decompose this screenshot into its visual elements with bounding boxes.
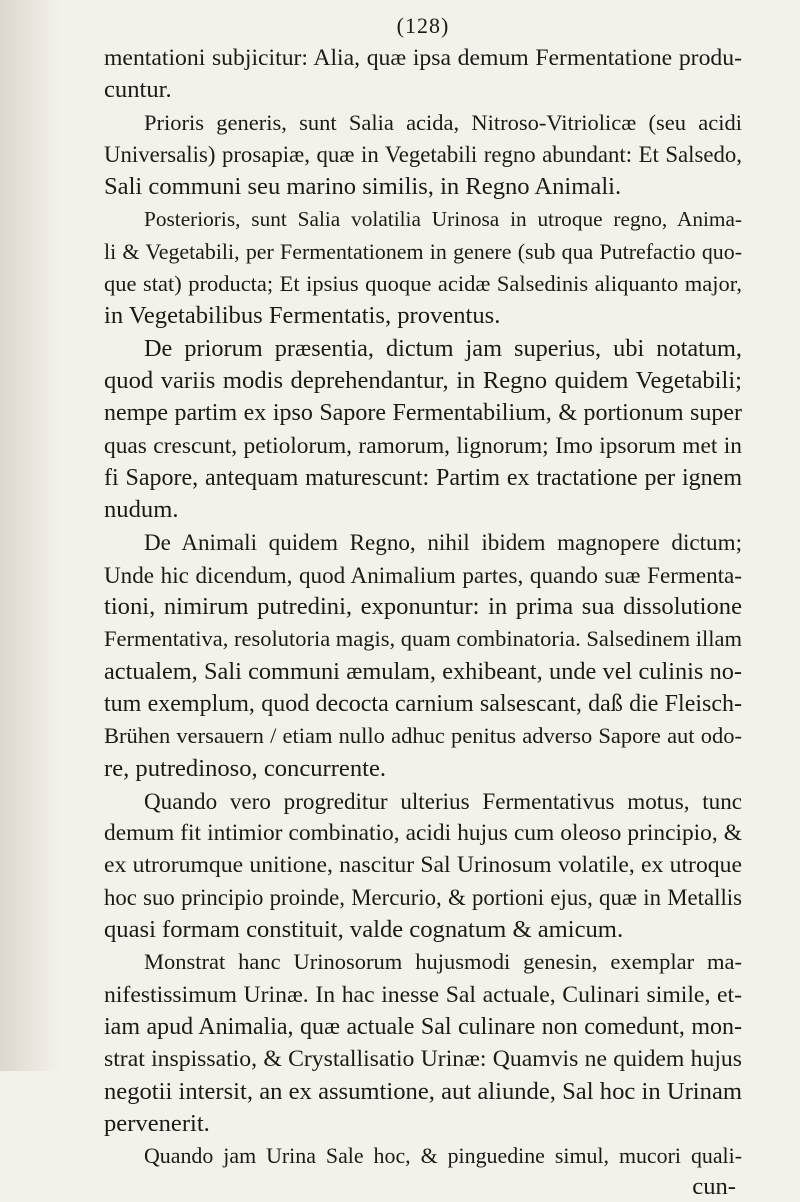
page-number: (128) — [396, 13, 450, 38]
text-line: li & Vegetabili, per Fermentationem in genere (sub qua Putrefactio quo- — [104, 238, 742, 264]
text-line: Brühen versauern / etiam nullo adhuc penitus adverso Sapore aut odo- — [104, 723, 742, 749]
text-line: Posterioris, sunt Salia volatilia Urinosa in utroque regno, Anima- — [144, 207, 742, 232]
text-line: nudum. — [104, 496, 179, 524]
text-line: Quando jam Urina Sale hoc, & pinguedine simul, mucori quali- — [144, 1143, 742, 1169]
text-line: nifestissimum Urinæ. In hac inesse Sal actuale, Culinari simile, et- — [104, 981, 742, 1008]
text-line: cuntur. — [104, 76, 172, 104]
text-line: hoc suo principio proinde, Mercurio, & portioni ejus, quæ in Metallis — [104, 884, 742, 910]
text-line: que stat) producta; Et ipsius quoque acidæ Salsedinis aliquanto major, — [104, 271, 742, 297]
text-line: negotii intersit, an ex assumtione, aut aliunde, Sal hoc in Urinam — [104, 1077, 742, 1105]
text-line: demum fit intimior combinatio, acidi hujus cum oleoso principio, & — [104, 820, 742, 847]
text-line: in Vegetabilibus Fermentatis, proventus. — [104, 302, 501, 330]
text-line: pervenerit. — [104, 1109, 210, 1137]
text-line: De Animali quidem Regno, nihil ibidem magnopere dictum; — [144, 529, 742, 556]
gutter-shadow — [0, 0, 60, 1071]
text-line: quasi formam constituit, valde cognatum & amicum. — [104, 916, 624, 944]
text-line: quod variis modis deprehendantur, in Regno quidem Vegetabili; — [104, 366, 742, 394]
text-line: iam apud Animalia, quæ actuale Sal culinare non comedunt, mon- — [104, 1013, 742, 1040]
text-line: Universalis) prosapiæ, quæ in Vegetabili regno abundant: Et Salsedo, — [104, 141, 742, 167]
text-line: Monstrat hanc Urinosorum hujusmodi genesin, exemplar ma- — [144, 949, 742, 975]
text-line: De priorum præsentia, dictum jam superius, ubi notatum, — [144, 334, 742, 362]
text-line: ex utrorumque unitione, nascitur Sal Urinosum volatile, ex utroque — [104, 852, 742, 879]
text-line: Sali communi seu marino similis, in Regno Animali. — [104, 173, 622, 201]
text-line: fi Sapore, antequam maturescunt: Partim ex tractatione per ignem — [104, 464, 742, 491]
catchword: cun- — [692, 1173, 736, 1201]
text-line: tioni, nimirum putredini, exponuntur: in prima sua dissolutione — [104, 593, 742, 621]
text-line: actualem, Sali communi æmulam, exhibeant, unde vel culinis no- — [104, 657, 742, 685]
text-line: tum exemplum, quod decocta carnium salsescant, daß die Fleisch- — [104, 690, 742, 717]
text-line: re, putredinoso, concurrente. — [104, 754, 387, 782]
text-line: Fermentativa, resolutoria magis, quam combinatoria. Salsedinem illam — [104, 626, 742, 652]
text-line: quas crescunt, petiolorum, ramorum, lignorum; Imo ipsorum met in — [104, 432, 742, 459]
text-line: strat inspissatio, & Crystallisatio Urinæ: Quamvis ne quidem hujus — [104, 1046, 742, 1073]
page-body — [104, 42, 742, 1172]
text-line: Prioris generis, sunt Salia acida, Nitroso-Vitriolicæ (seu acidi — [144, 109, 742, 135]
text-line: Quando vero progreditur ulterius Fermentativus motus, tunc — [144, 787, 742, 814]
text-line: mentationi subjicitur: Alia, quæ ipsa demum Fermentatione produ- — [104, 45, 742, 71]
text-line: nempe partim ex ipso Sapore Fermentabilium, & portionum super — [104, 400, 742, 427]
text-line: Unde hic dicendum, quod Animalium partes, quando suæ Fermenta- — [104, 561, 742, 588]
